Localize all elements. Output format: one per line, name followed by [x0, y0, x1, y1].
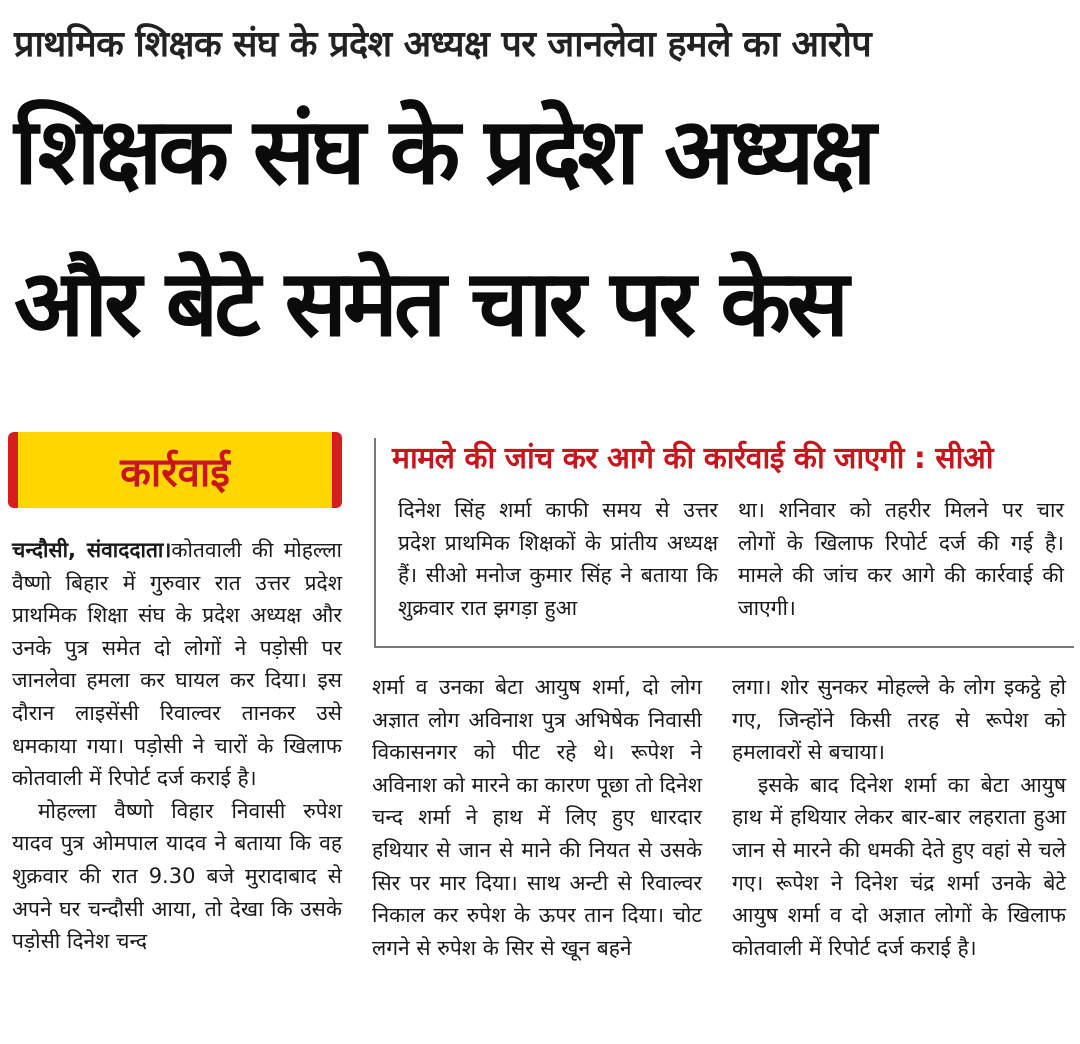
article-column-3	[732, 671, 1066, 964]
box-paragraph-left: दिनेश सिंह शर्मा काफी समय से उत्तर प्रदेश प्राथमिक शिक्षकों के प्रांतीय अध्यक्ष हैं। सीओ मनोज कुमार सिंह ने बताया कि शुक्रवार रात झगड़ा हुआ	[398, 498, 718, 620]
box-subheadline: मामले की जांच कर आगे की कार्रवाई की जाएगी : सीओ	[392, 441, 994, 476]
article-paragraph	[12, 534, 342, 795]
box-vertical-rule	[374, 438, 376, 648]
section-tag	[8, 432, 342, 508]
article-paragraph: मोहल्ला वैष्णो विहार निवासी रुपेश यादव पुत्र ओमपाल यादव ने बताया कि वह शुक्रवार की रात 9.30 बजे मुरादाबाद से अपने घर चन्दौसी आया, तो देखा कि उसके पड़ोसी दिनेश चन्द	[12, 798, 342, 954]
box-paragraph-right: था। शनिवार को तहरीर मिलने पर चार लोगों के खिलाफ रिपोर्ट दर्ज की गई है। मामले की जांच कर आगे की कार्रवाई की जाएगी।	[738, 498, 1064, 620]
dateline: चन्दौसी, संवाददाता।	[12, 538, 172, 562]
section-tag-label: कार्रवाई	[120, 449, 230, 496]
main-headline-line-1: शिक्षक संघ के प्रदेश अध्यक्ष	[14, 98, 873, 205]
article-column-1	[12, 534, 342, 958]
box-column-right	[738, 494, 1064, 624]
article-paragraph: शर्मा व उनका बेटा आयुष शर्मा, दो लोग अज्ञात लोग अविनाश पुत्र अभिषेक निवासी विकासनगर को पीट रहे थे। रूपेश ने अविनाश को मारने का कारण पूछा तो दिनेश चन्द शर्मा ने हाथ में लिए हुए धारदार हथियार से जान से माने की नियत से उसके सिर पर मार दिया। साथ अन्टी से रिवाल्वर निकाल कर रुपेश के ऊपर तान दिया। चोट लगने से रुपेश के सिर से खून बहने	[372, 675, 702, 960]
main-headline-line-2: और बेटे समेत चार पर केस	[14, 250, 846, 357]
article-paragraph: लगा। शोर सुनकर मोहल्ले के लोग इकट्ठे हो गए, जिन्होंने किसी तरह से रूपेश को हमलावरों से बचाया।	[732, 675, 1066, 765]
box-horizontal-rule	[374, 646, 1074, 648]
kicker-headline: प्राथमिक शिक्षक संघ के प्रदेश अध्यक्ष पर जानलेवा हमले का आरोप	[14, 24, 872, 65]
article-column-2	[372, 671, 702, 964]
article-paragraph: इसके बाद दिनेश शर्मा का बेटा आयुष हाथ में हथियार लेकर बार-बार लहराता हुआ जान से मारने की धमकी देते हुए वहां से चले गए। रूपेश ने दिनेश चंद्र शर्मा उनके बेटे आयुष शर्मा व दो अज्ञात लोगों के खिलाफ कोतवाली में रिपोर्ट दर्ज कराई है।	[732, 772, 1066, 960]
article-text: कोतवाली की मोहल्ला वैष्णो बिहार में गुरुवार रात उत्तर प्रदेश प्राथमिक शिक्षा संघ के प्रदेश अध्यक्ष और उनके पुत्र समेत दो लोगों ने पड़ोसी पर जानलेवा हमला कर घायल कर दिया। इस दौरान लाइसेंसी रिवाल्वर तानकर उसे धमकाया गया। पड़ोसी ने चारों के खिलाफ कोतवाली में रिपोर्ट दर्ज कराई है।	[12, 538, 342, 791]
box-column-left	[398, 494, 718, 624]
